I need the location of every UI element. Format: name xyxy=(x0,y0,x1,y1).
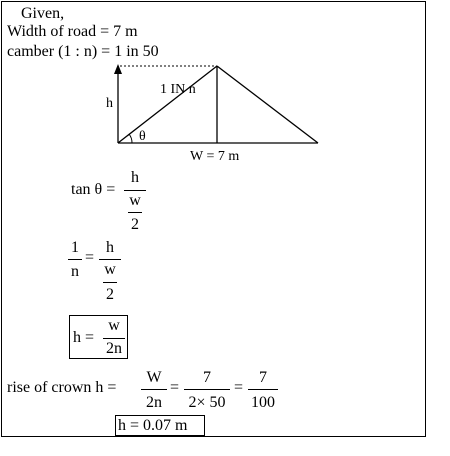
slope-label: 1 IN n xyxy=(160,82,196,97)
eq2-sub-bar xyxy=(103,282,117,283)
eq4-f1-bar xyxy=(141,389,167,390)
eq1-den-num: w xyxy=(129,192,141,209)
eq4-f3-bar xyxy=(248,389,278,390)
theta-label: θ xyxy=(139,129,146,144)
eq4-equals-b: = xyxy=(234,379,244,396)
eq3-den: 2n xyxy=(106,340,122,357)
eq4-equals-a: = xyxy=(170,379,180,396)
eq1-sub-bar xyxy=(128,212,142,213)
eq4-label: rise of crown h = xyxy=(7,379,117,396)
result-value: h = 0.07 m xyxy=(118,417,188,434)
left-slope-line xyxy=(118,66,217,143)
theta-arc xyxy=(129,134,132,143)
given-heading: Given, xyxy=(21,5,65,22)
eq2-lhs-num: 1 xyxy=(71,239,79,256)
eq4-f2-num: 7 xyxy=(203,369,211,386)
eq4-f1-den: 2n xyxy=(146,394,162,411)
eq2-den-den: 2 xyxy=(106,286,114,303)
eq4-f1-num: W xyxy=(146,369,162,386)
eq2-lhs-bar xyxy=(68,259,82,260)
eq1-lhs: tan θ = xyxy=(71,181,116,198)
road-width-line: Width of road = 7 m xyxy=(7,23,138,40)
right-slope-line xyxy=(217,66,318,143)
eq3-lhs: h = xyxy=(73,329,95,346)
width-label: W = 7 m xyxy=(190,149,240,164)
eq2-equals: = xyxy=(85,249,95,266)
eq2-den-num: w xyxy=(104,261,116,278)
eq4-f3-den: 100 xyxy=(251,394,275,411)
eq4-f2-den: 2× 50 xyxy=(188,394,226,411)
eq3-bar xyxy=(103,338,125,339)
eq2-main-bar xyxy=(99,259,121,260)
eq4-f3-num: 7 xyxy=(259,369,267,386)
eq4-f2-bar xyxy=(184,389,230,390)
eq2-num: h xyxy=(106,239,114,256)
eq1-den-den: 2 xyxy=(131,216,139,233)
camber-line: camber (1 : n) = 1 in 50 xyxy=(7,43,159,60)
eq2-lhs-den: n xyxy=(71,263,79,280)
eq3-num: w xyxy=(108,317,120,334)
eq1-num: h xyxy=(131,169,139,186)
eq1-main-bar xyxy=(124,190,146,191)
h-label: h xyxy=(106,96,113,111)
